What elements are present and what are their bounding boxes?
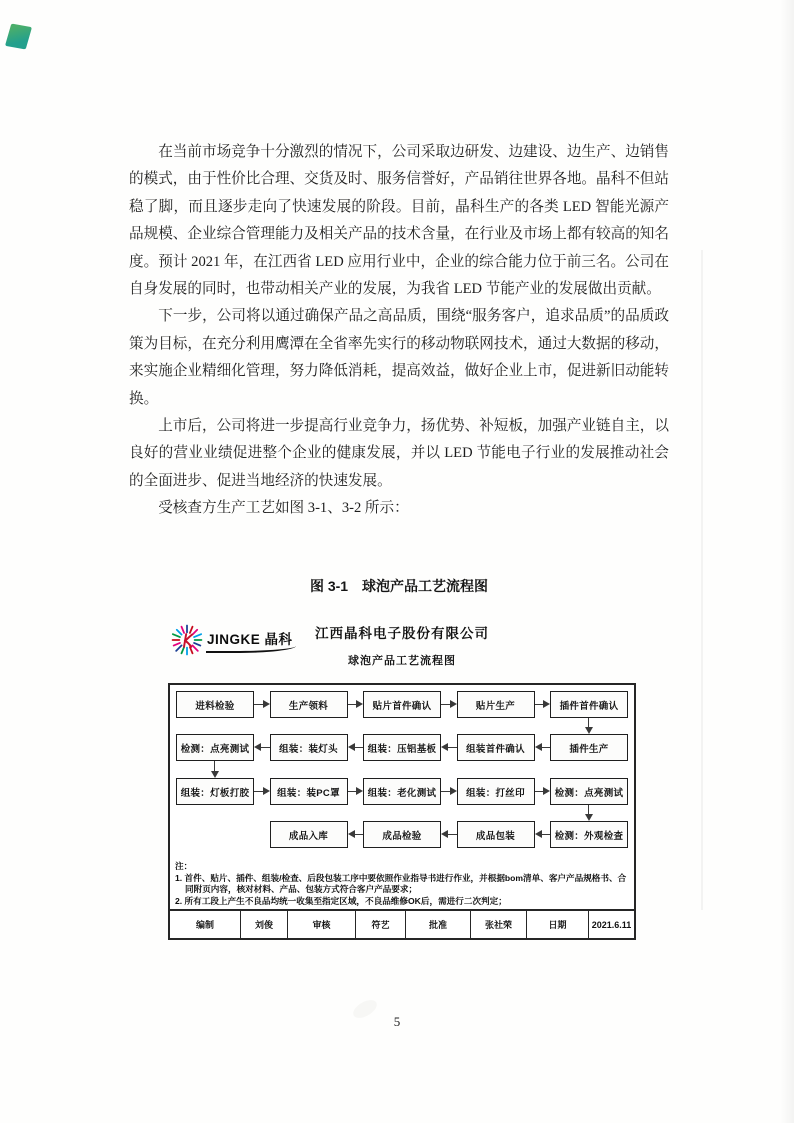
arrow-left-icon <box>348 821 364 848</box>
flow-box: 组装：压铝基板 <box>363 734 441 761</box>
page-number: 5 <box>393 1014 401 1029</box>
paragraph-2: 下一步，公司将以通过确保产品之高品质，围绕“服务客户，追求品质”的品质政策为目标，在充分利用鹰潭在全省率先实行的移动物联网技术，通过大数据的移动，来实施企业精细化管理，努力降低消耗，提高效益，做好企业上市，促进新旧动能转换。 <box>129 308 669 407</box>
flow-row-2 <box>170 734 634 761</box>
arrow-right-icon <box>535 778 551 805</box>
flow-box: 成品包装 <box>457 821 535 848</box>
body-text <box>129 139 669 523</box>
flow-box: 插件首件确认 <box>550 691 628 718</box>
flow-box: 生产领料 <box>270 691 348 718</box>
signature-table <box>168 911 636 940</box>
flow-row-4 <box>170 821 634 848</box>
sign-cell-label: 编制 <box>195 920 214 930</box>
arrow-left-icon <box>441 821 457 848</box>
note-line-1: 1. 首件、贴片、插件、组装/检查、后段包装工序中要依照作业指导书进行作业，并根据bom清单、客户产品规格书、合同附页内容，核对材料、产品、包装方式符合客户产品要求； <box>175 872 627 895</box>
arrow-down-icon <box>584 805 594 821</box>
flow-box: 贴片首件确认 <box>363 691 441 718</box>
flow-empty-cell <box>176 821 254 848</box>
arrow-right-icon <box>441 691 457 718</box>
flow-box: 组装：装灯头 <box>270 734 348 761</box>
paragraph-1: 在当前市场竞争十分激烈的情况下，公司采取边研发、边建设、边生产、边销售的模式，由于性价比合理、交货及时、服务信誉好，产品销往世界各地。晶科不但站稳了脚，而且逐步走向了快速发展的阶段。目前，晶科生产的各类 LED 智能光源产品规模、企业综合管理能力及相关产品的技术含量，在行业及市场上都有较高的知名度。预计 2021 年，在江西省 LED 应用行业中，企业的综合能力位于前三名。公司在自身发展的同时，也带动相关产业的发展，为我省 LED 节能产业的发展做出贡献。 <box>129 144 669 298</box>
flow-box: 插件生产 <box>550 734 628 761</box>
figure-header <box>168 612 636 683</box>
arrow-right-icon <box>348 691 364 718</box>
note-line-2: 2. 所有工段上产生不良品均统一收集至指定区域，不良品维修OK后，需进行二次判定； <box>175 895 507 906</box>
flow-box: 进料检验 <box>176 691 254 718</box>
sign-cell-label: 批准 <box>405 911 470 938</box>
sign-cell-label: 审核 <box>287 911 355 938</box>
paragraph-3: 上市后，公司将进一步提高行业竞争力，扬优势、补短板，加强产业链自主，以良好的营业业绩促进整个企业的健康发展，并以 LED 节能电子行业的发展推动社会的全面进步、促进当地经济的快速发展。 <box>129 418 669 489</box>
flow-row-1 <box>170 691 634 718</box>
arrow-down-icon <box>584 718 594 734</box>
flow-box: 检测：点亮测试 <box>550 778 628 805</box>
figure-subtitle: 球泡产品工艺流程图 <box>348 655 456 667</box>
scan-corner-mark <box>5 24 32 50</box>
sign-cell-value: 张社荣 <box>470 911 526 938</box>
figure-caption: 图 3-1 球泡产品工艺流程图 <box>309 578 489 594</box>
flowchart-notes <box>168 858 636 911</box>
arrow-right-icon <box>348 778 364 805</box>
arrow-left-icon <box>535 821 551 848</box>
flowchart-area <box>168 683 636 862</box>
notes-title: 注： <box>175 861 193 871</box>
logo-text: JINGKE 晶科 <box>206 628 296 653</box>
flow-row-3 <box>170 778 634 805</box>
paragraph-4: 受核查方生产工艺如图 3-1、3-2 所示： <box>158 500 409 517</box>
arrow-right-icon <box>535 691 551 718</box>
flow-box: 组装：老化测试 <box>363 778 441 805</box>
flow-box: 成品检验 <box>363 821 441 848</box>
figure-3-1 <box>168 612 636 930</box>
flow-box: 组装：打丝印 <box>457 778 535 805</box>
flow-box: 成品入库 <box>270 821 348 848</box>
arrow-left-icon <box>441 734 457 761</box>
flow-box: 检测：点亮测试 <box>176 734 254 761</box>
sign-cell-label: 日期 <box>526 911 588 938</box>
figure-company-title: 江西晶科电子股份有限公司 <box>315 626 489 641</box>
arrow-right-icon <box>254 691 270 718</box>
scan-crease-artifact <box>701 250 703 910</box>
flow-box: 检测：外观检查 <box>550 821 628 848</box>
arrow-left-icon <box>535 734 551 761</box>
arrow-left-icon <box>348 734 364 761</box>
arrow-right-icon <box>254 778 270 805</box>
arrow-down-icon <box>210 761 220 778</box>
scan-edge-shade <box>780 0 794 1123</box>
flow-box: 贴片生产 <box>457 691 535 718</box>
flow-box: 组装：灯板打胶 <box>176 778 254 805</box>
sign-cell-value: 符艺 <box>355 911 405 938</box>
arrow-left-icon <box>254 734 270 761</box>
flow-box: 组装：装PC罩 <box>270 778 348 805</box>
arrow-right-icon <box>441 778 457 805</box>
sign-cell-value: 刘俊 <box>240 911 287 938</box>
sign-cell-date: 2021.6.11 <box>588 911 634 938</box>
flow-box: 组装首件确认 <box>457 734 535 761</box>
